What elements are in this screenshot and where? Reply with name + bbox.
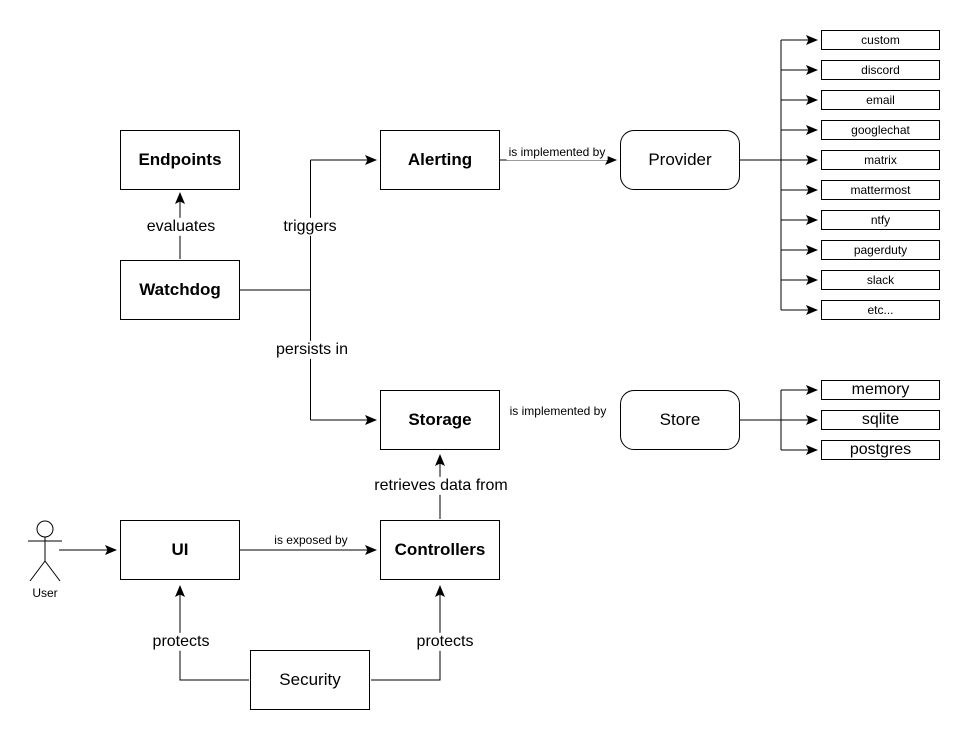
node-alerting: Alerting <box>380 130 500 190</box>
provider-item-mattermost: mattermost <box>821 180 940 200</box>
edge-label-alerting-implemented-by: is implemented by <box>508 145 606 160</box>
edge-label-protects-ui: protects <box>150 633 213 651</box>
user-actor-label: User <box>32 586 58 601</box>
edge-label-triggers: triggers <box>280 218 339 236</box>
edge-label-is-exposed-by: is exposed by <box>274 533 348 548</box>
provider-item-email: email <box>821 90 940 110</box>
provider-item-etc: etc... <box>821 300 940 320</box>
node-ui: UI <box>120 520 240 580</box>
node-endpoints: Endpoints <box>120 130 240 190</box>
user-actor-icon <box>28 521 62 581</box>
edge-label-evaluates: evaluates <box>144 218 219 236</box>
provider-item-googlechat: googlechat <box>821 120 940 140</box>
provider-item-pagerduty: pagerduty <box>821 240 940 260</box>
store-item-memory: memory <box>821 380 940 400</box>
provider-item-matrix: matrix <box>821 150 940 170</box>
edge-label-protects-controllers: protects <box>414 633 477 651</box>
store-item-postgres: postgres <box>821 440 940 460</box>
node-watchdog: Watchdog <box>120 260 240 320</box>
node-controllers: Controllers <box>380 520 500 580</box>
node-provider: Provider <box>620 130 740 190</box>
edge-label-storage-implemented-by: is implemented by <box>509 404 607 419</box>
provider-item-slack: slack <box>821 270 940 290</box>
edge-label-persists-in: persists in <box>273 341 351 359</box>
edge-label-retrieves-data-from: retrieves data from <box>371 477 510 495</box>
store-item-sqlite: sqlite <box>821 410 940 430</box>
provider-item-discord: discord <box>821 60 940 80</box>
node-store: Store <box>620 390 740 450</box>
node-storage: Storage <box>380 390 500 450</box>
provider-item-ntfy: ntfy <box>821 210 940 230</box>
provider-item-custom: custom <box>821 30 940 50</box>
node-security: Security <box>250 650 370 710</box>
